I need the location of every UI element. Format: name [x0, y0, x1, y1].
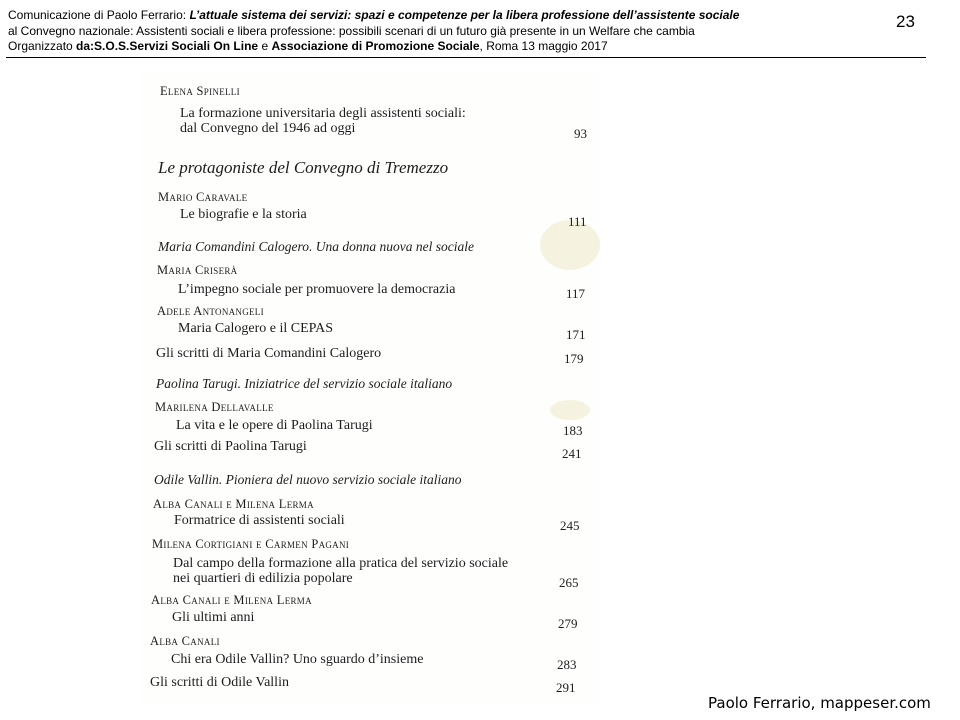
toc-page-number: 111: [568, 214, 587, 229]
toc-author: Milena Cortigiani e Carmen Pagani: [152, 537, 350, 551]
toc-author: Alba Canali e Milena Lerma: [151, 593, 312, 607]
toc-title: L’impegno sociale per promuovere la democrazia: [178, 282, 456, 297]
slide-page-number: 23: [896, 12, 915, 31]
toc-author: Alba Canali: [150, 634, 220, 648]
toc-author: Maria Criserà: [157, 263, 238, 277]
toc-title: dal Convegno del 1946 ad oggi: [180, 121, 356, 136]
toc-page-number: 179: [564, 351, 584, 366]
toc-title: nei quartieri di edilizia popolare: [173, 571, 353, 586]
header-organizer-2: Associazione di Promozione Sociale: [271, 39, 480, 53]
toc-title: Formatrice di assistenti sociali: [174, 513, 345, 528]
paper-stain: [550, 400, 590, 420]
toc-page-number: 117: [566, 286, 586, 301]
header-organized-label: Organizzato: [8, 39, 73, 53]
toc-section-heading: Le protagoniste del Convegno di Tremezzo: [158, 158, 449, 177]
header-line-2: al Convegno nazionale: Assistenti sociali e libera professione: possibili scenari di un futuro già presente in un Welfare che cambia: [8, 23, 695, 38]
toc-author: Alba Canali e Milena Lerma: [153, 497, 314, 511]
toc-section-heading: Odile Vallin. Pioniera del nuovo servizio sociale italiano: [154, 472, 462, 487]
header-speaker: Comunicazione di Paolo Ferrario:: [8, 8, 187, 22]
toc-title: Gli scritti di Maria Comandini Calogero: [156, 346, 382, 361]
toc-page-number: 241: [562, 446, 582, 461]
toc-author: Mario Caravale: [158, 190, 248, 204]
toc-page-number: 291: [556, 680, 576, 695]
toc-title: Gli scritti di Paolina Tarugi: [154, 439, 307, 454]
toc-page-number: 245: [560, 518, 580, 533]
toc-title: Le biografie e la storia: [180, 207, 307, 222]
slide-header: [8, 8, 828, 55]
toc-title: La vita e le opere di Paolina Tarugi: [176, 418, 373, 433]
toc-title: Dal campo della formazione alla pratica del servizio sociale: [173, 556, 509, 571]
toc-author: Marilena Dellavalle: [155, 400, 274, 414]
header-date-place: , Roma 13 maggio 2017: [479, 39, 608, 53]
toc-section-heading: Paolina Tarugi. Iniziatrice del servizio sociale italiano: [156, 376, 453, 391]
toc-title: Gli ultimi anni: [172, 610, 255, 625]
toc-title: La formazione universitaria degli assistenti sociali:: [180, 106, 466, 121]
header-talk-title: L’attuale sistema dei servizi: spazi e competenze per la libera professione dell’assistente sociale: [189, 8, 740, 22]
footer-credit: Paolo Ferrario, mappeser.com: [708, 694, 931, 712]
toc-page-number: 171: [566, 327, 586, 342]
toc-title: Chi era Odile Vallin? Uno sguardo d’insieme: [171, 652, 424, 667]
toc-title: Gli scritti di Odile Vallin: [150, 675, 289, 690]
header-line-3: [8, 39, 828, 55]
toc-page-number: 283: [557, 657, 577, 672]
header-line-1: [8, 8, 828, 24]
toc-page-number: 183: [563, 423, 583, 438]
header-conjunction: e: [261, 39, 269, 53]
header-divider: [6, 57, 926, 58]
toc-page-number: 93: [574, 126, 587, 141]
toc-author: Elena Spinelli: [160, 84, 240, 98]
toc-author: Adele Antonangeli: [157, 304, 264, 318]
toc-section-heading: Maria Comandini Calogero. Una donna nuova nel sociale: [158, 239, 474, 254]
toc-title: Maria Calogero e il CEPAS: [178, 321, 334, 336]
toc-page-number: 279: [558, 616, 578, 631]
header-organizer-1: da:S.O.S.Servizi Sociali On Line: [76, 39, 259, 53]
toc-page-number: 265: [559, 575, 579, 590]
scanned-toc-page: [140, 70, 600, 706]
